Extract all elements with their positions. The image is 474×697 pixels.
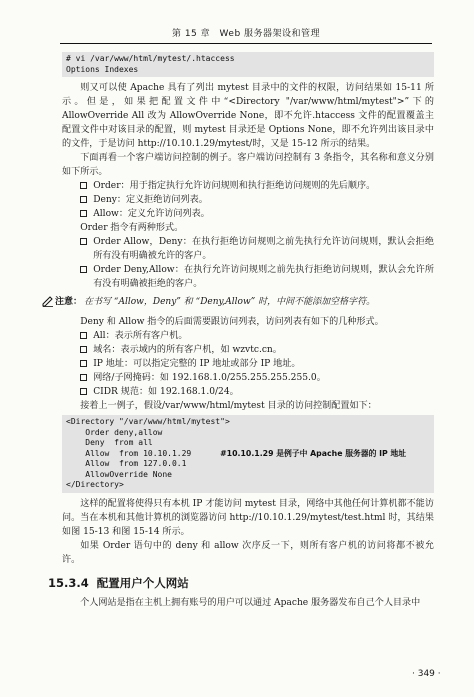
paragraph-access-list-forms: Deny 和 Allow 指令的后面需要跟访问列表，访问列表有如下的几种形式。 (80, 317, 384, 327)
paragraph-order-reverse: 如果 Order 语句中的 deny 和 allow 次序反一下，则所有客户机的访问将都不被允许。 (62, 540, 434, 565)
code-line: Deny from all (66, 438, 153, 447)
paragraph-config-example-intro: 接着上一例子，假设/var/www/html/mytest 目录的访问控制配置如下： (80, 401, 377, 411)
page-header (60, 26, 432, 39)
list-item: Deny：定义拒绝访问列表。 (62, 193, 434, 207)
directory-code-block (62, 415, 434, 493)
checkbox-bullet-icon (80, 388, 87, 395)
list-item: Order Allow，Deny：在执行拒绝访问规则之前先执行允许访问规则，默认会拒绝所有没有明确被允许的客户。 (62, 235, 434, 263)
section-title: 配置用户个人网站 (96, 575, 189, 590)
checkbox-bullet-icon (80, 182, 87, 189)
paragraph-order-forms: Order 指令有两种形式。 (80, 223, 184, 233)
checkbox-bullet-icon (80, 196, 87, 203)
code-line: AllowOverride None (66, 469, 172, 479)
note-callout (42, 295, 434, 309)
section-heading (48, 574, 434, 592)
section-number: 15.3.4 (48, 575, 89, 590)
htaccess-code-block (62, 52, 434, 77)
list-item: CIDR 规范：如 192.168.1.0/24。 (62, 385, 434, 399)
chapter-title: Web 服务器架设和管理 (219, 29, 321, 39)
note-label: 注意： (55, 297, 83, 307)
checkbox-bullet-icon (80, 332, 87, 339)
page-body (48, 52, 434, 610)
paragraph-allowoverride: 则又可以使 Apache 具有了列出 mytest 目录中的文件的权限，访问结果如 15-11 所示。但是，如果把配置文件中“<Directory "/var/www/html/mytest">”下的 AllowOverride All 改为 AllowOverride None，即不允许.htaccess 文件的配置覆盖主配置文件中对该目录的配置，则 mytest 目录还是 Options None，即不允许列出该目录中的文件，于是访问 http://10.10.1.29/mytest/时，又是 15-12 所示的结果。 (62, 83, 434, 149)
checkbox-bullet-icon (80, 374, 87, 381)
note-text: 在书写 “Allow，Deny” 和 “Deny,Allow” 时，中间不能添加空格字符。 (84, 297, 376, 307)
code-line: Allow from 127.0.0.1 (66, 459, 187, 468)
checkbox-bullet-icon (80, 266, 87, 273)
paragraph-personal-site: 个人网站是指在主机上拥有账号的用户可以通过 Apache 服务器发布自己个人目录中 (80, 597, 421, 608)
list-item: All：表示所有客户机。 (62, 329, 434, 343)
paragraph-config-result: 这样的配置将使得只有本机 IP 才能访问 mytest 目录，网络中其他任何计算机都不能访问。当在本机和其他计算机的浏览器访问 http://10.10.1.29/mytest/test.html 时，其结果如图 15-13 和图 15-14 所示。 (62, 498, 434, 537)
checkbox-bullet-icon (80, 346, 87, 353)
code-line: </Directory> (66, 480, 124, 489)
list-item: Order：用于指定执行允许访问规则和执行拒绝访问规则的先后顺序。 (62, 179, 434, 193)
list-item: Allow：定义允许访问列表。 (62, 207, 434, 221)
checkbox-bullet-icon (80, 360, 87, 367)
code-line: <Directory "/var/www/html/mytest"> (66, 417, 230, 426)
code-line: Order deny,allow (66, 427, 163, 437)
checkbox-bullet-icon (80, 238, 87, 245)
code-line: Options Indexes (66, 64, 139, 74)
page-number: · 349 · (412, 669, 441, 679)
header-rule (60, 43, 432, 44)
pencil-note-icon (42, 295, 54, 307)
code-line: # vi /var/www/html/mytest/.htaccess (66, 54, 235, 63)
list-item: Order Deny,Allow：在执行允许访问规则之前先执行拒绝访问规则，默认会允许所有没有明确被拒绝的客户。 (62, 263, 434, 291)
code-comment: #10.10.1.29 是例子中 Apache 服务器的 IP 地址 (220, 448, 407, 458)
list-item: IP 地址：可以指定完整的 IP 地址或部分 IP 地址。 (62, 357, 434, 371)
list-item: 网络/子网掩码：如 192.168.1.0/255.255.255.255.0。 (62, 371, 434, 385)
code-line: Allow from 10.10.1.29 #10.10.1.29 是例子中 Apache 服务器的 IP 地址 (66, 448, 407, 458)
list-item: 域名：表示域内的所有客户机，如 wzvtc.cn。 (62, 343, 434, 357)
paragraph-access-control-intro: 下面再看一个客户端访问控制的例子。客户端访问控制有 3 条指令，其名称和意义分别如下所示。 (62, 153, 434, 177)
chapter-number: 第 15 章 (171, 29, 211, 39)
checkbox-bullet-icon (80, 210, 87, 217)
